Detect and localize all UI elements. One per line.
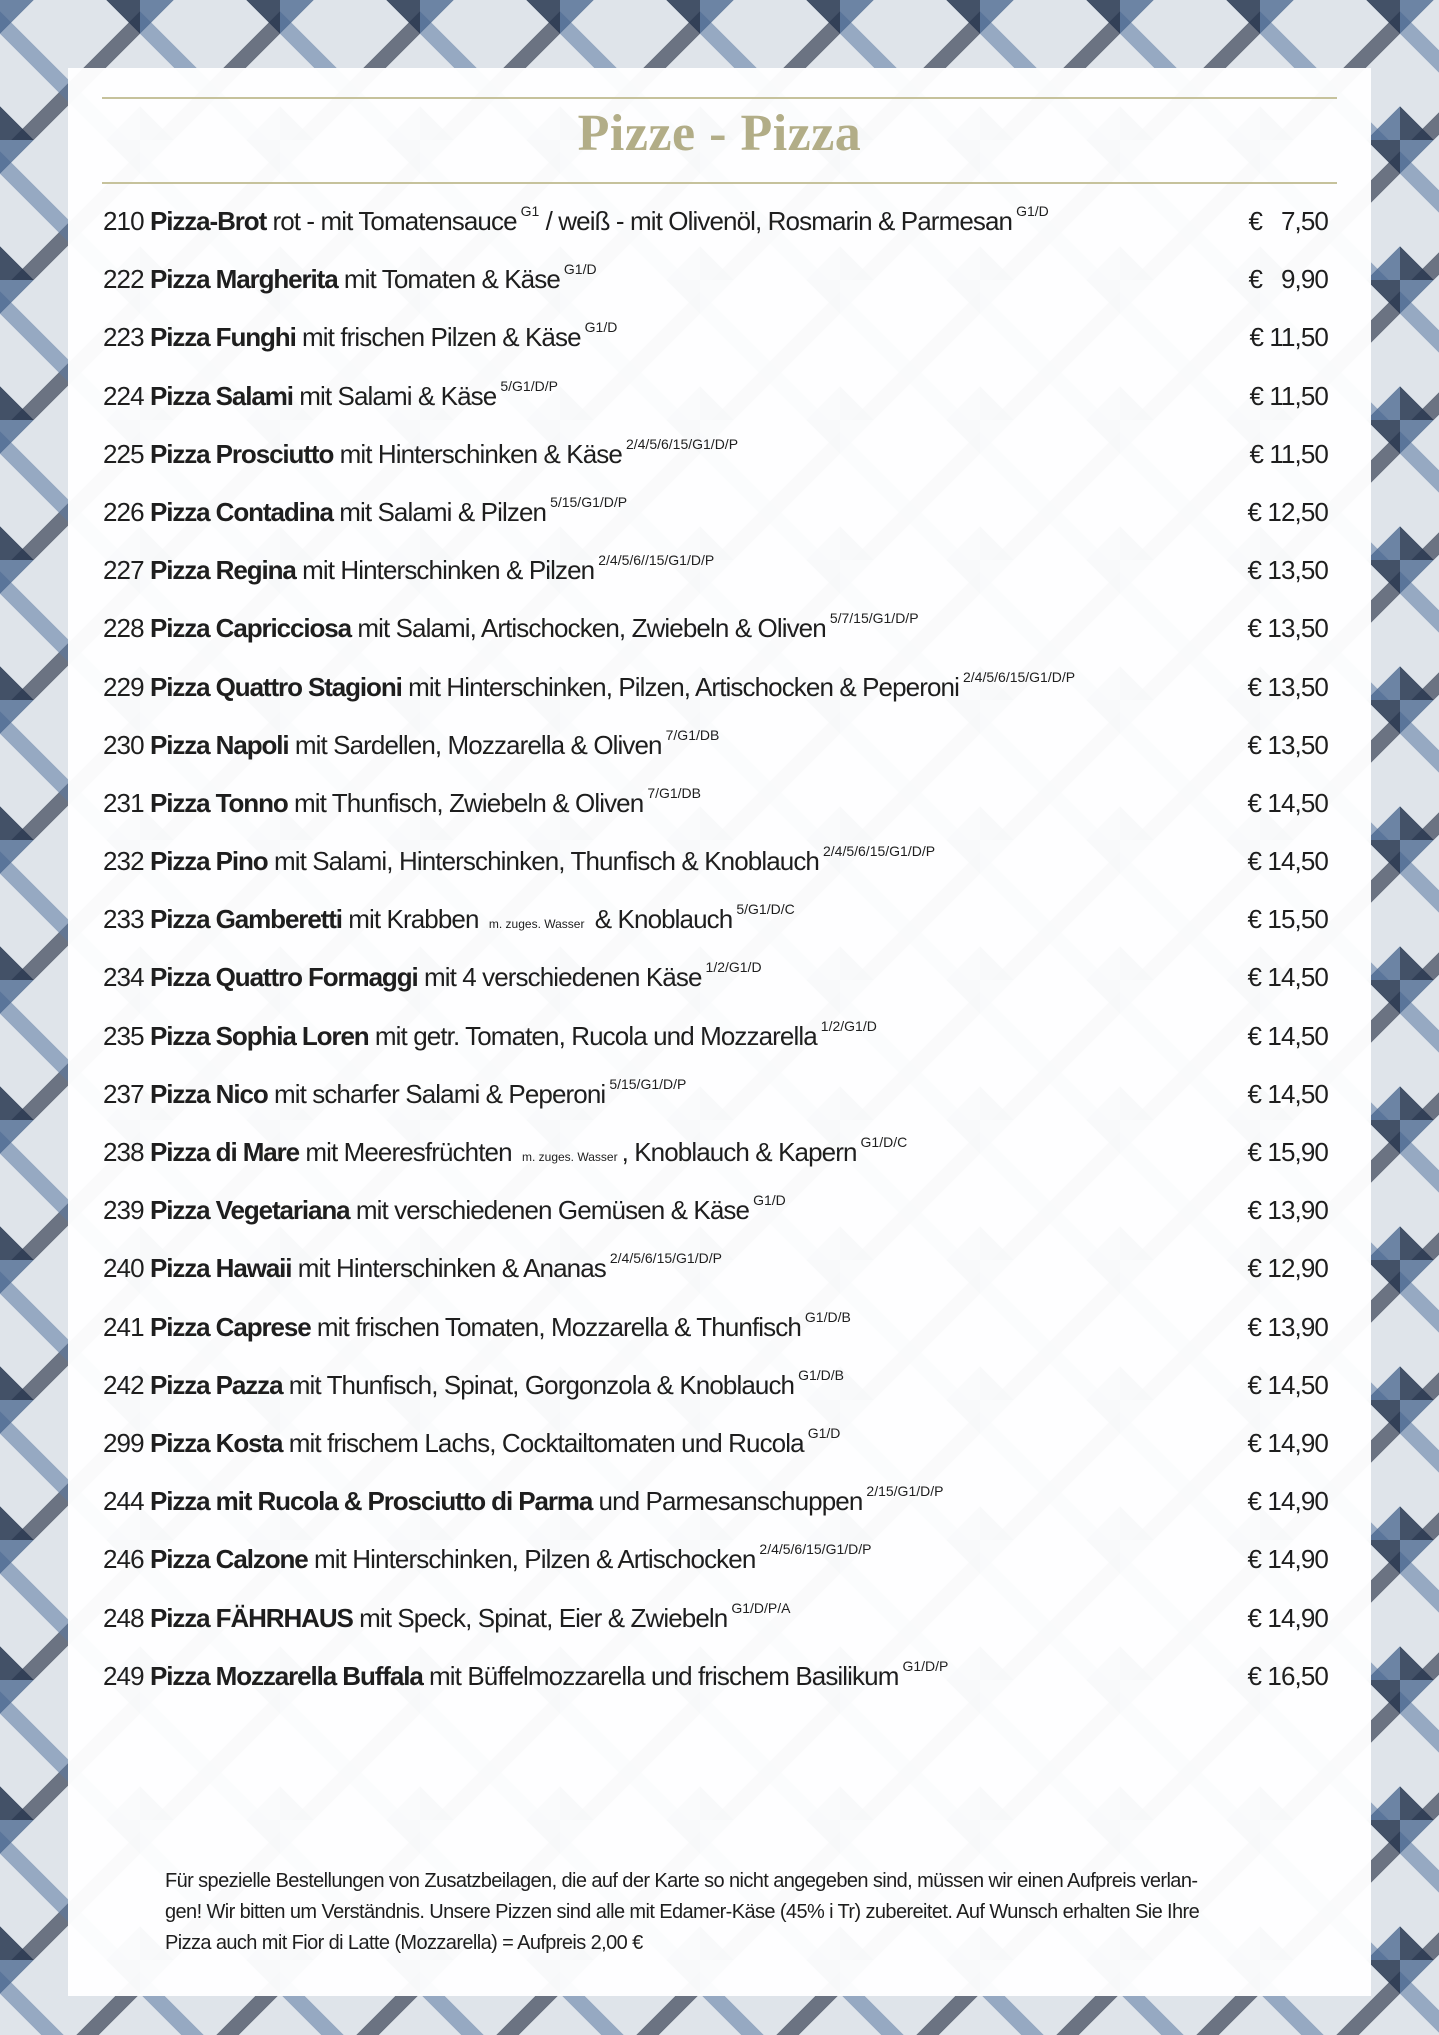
menu-item [103,1181,1333,1239]
item-name: Pizza Sophia Loren [150,1020,369,1051]
item-allergens: G1/D/P [902,1657,949,1674]
item-name: Pizza-Brot [150,206,267,236]
menu-item [103,948,1333,1006]
item-name: Pizza Mozzarella Buffala [150,1660,423,1691]
page-title: Pizze - Pizza [577,105,862,162]
item-name: Pizza Nico [150,1078,268,1109]
item-number: 210 [103,206,144,236]
item-price: € 14,90 [1247,1486,1328,1517]
item-allergens: 5/7/15/G1/D/P [829,610,919,627]
item-name: Pizza Quattro Formaggi [150,962,418,993]
item-name: Pizza Funghi [150,322,296,353]
menu-panel [68,68,1371,1996]
item-allergens: G1/D/C [860,1134,908,1150]
item-description: mit Hinterschinken & Pilzen [302,555,595,586]
menu-item [103,599,1333,657]
item-price: € 14,50 [1247,1369,1328,1400]
item-number: 242 [103,1369,144,1400]
item-allergens: 5/15/G1/D/P [609,1075,687,1092]
menu-item [103,1356,1333,1414]
menu-item [103,541,1333,599]
item-description: mit getr. Tomaten, Rucola und Mozzarella [374,1020,817,1051]
menu-item [103,1589,1333,1647]
item-number: 226 [103,496,144,527]
pizza-list [103,192,1333,1705]
item-allergens: 2/4/5/6/15/G1/D/P [822,843,936,860]
item-description: mit Krabben [348,904,479,935]
item-description: mit 4 verschiedenen Käse [423,962,702,993]
item-allergens: G1/D [753,1192,786,1209]
menu-item [103,250,1333,308]
item-description: mit Hinterschinken & Ananas [297,1253,606,1284]
menu-item [103,192,1333,250]
item-description: , Knoblauch & Kapern [621,1137,857,1167]
menu-item [103,716,1333,774]
item-description: mit scharfer Salami & Peperoni [273,1078,606,1109]
item-number: 237 [103,1078,144,1109]
item-price: € 9,90 [1248,264,1328,295]
item-description: und Parmesanschuppen [598,1486,863,1517]
item-note: m. zuges. Wasser [521,1150,618,1164]
item-name: Pizza mit Rucola & Prosciutto di Parma [150,1486,593,1517]
item-price: € 11,50 [1249,322,1328,353]
item-number: 232 [103,846,144,877]
item-description: mit Thunfisch, Zwiebeln & Oliven [293,787,644,818]
item-allergens: G1/D [584,319,618,336]
item-allergens: G1/D [1016,203,1049,219]
item-price: € 11,50 [1249,380,1328,411]
item-price: € 13,50 [1247,729,1328,760]
item-description: mit Speck, Spinat, Eier & Zwiebeln [359,1602,728,1633]
item-price: € 12,90 [1247,1253,1328,1284]
item-allergens: G1/D/P/A [731,1599,791,1616]
item-price: € 14,50 [1247,787,1328,818]
item-number: 223 [103,322,144,353]
item-description: mit Salami & Pilzen [339,496,547,527]
item-description: rot - mit Tomatensauce [272,206,517,236]
item-description: / weiß - mit Olivenöl, Rosmarin & Parmesan [545,206,1013,236]
item-price: € 15,90 [1247,1137,1328,1167]
item-description: mit frischen Tomaten, Mozzarella & Thunfisch [316,1311,801,1342]
item-description: mit Salami, Hinterschinken, Thunfisch & Knoblauch [273,846,819,877]
item-name: Pizza FÄHRHAUS [150,1602,353,1633]
item-allergens: 1/2/G1/D [705,959,762,976]
item-allergens: G1/D [807,1424,841,1441]
item-name: Pizza Pino [150,846,268,877]
item-name: Pizza Contadina [150,496,333,527]
item-note: m. zuges. Wasser [488,917,585,932]
item-name: Pizza Napoli [150,729,289,760]
menu-item [103,1065,1333,1123]
item-description: mit Hinterschinken, Pilzen & Artischocken [313,1544,756,1575]
item-price: € 16,50 [1247,1660,1328,1691]
menu-item [103,1472,1333,1530]
top-divider [102,97,1337,99]
item-number: 228 [103,613,144,644]
item-price: € 13,50 [1247,671,1328,702]
item-name: Pizza Caprese [150,1311,311,1342]
item-price: € 13,90 [1247,1311,1328,1342]
item-name: Pizza Gamberetti [150,904,342,935]
item-description: mit verschiedenen Gemüsen & Käse [355,1195,750,1226]
item-name: Pizza Tonno [150,787,288,818]
menu-item [103,1647,1333,1705]
item-allergens: G1/D/B [804,1308,851,1325]
footer-line: Für spezielle Bestellungen von Zusatzbeilagen, die auf der Karte so nicht angegeben sind, müssen wir einen Aufpreis verlan- [165,1870,1198,1892]
item-name: Pizza Capricciosa [150,613,351,644]
item-number: 222 [103,264,144,295]
menu-item [103,890,1333,948]
menu-item [103,1530,1333,1588]
item-number: 235 [103,1020,144,1051]
item-number: 249 [103,1660,144,1691]
item-allergens: 5/G1/D/P [500,377,558,394]
item-price: € 14,50 [1247,1020,1328,1051]
item-number: 240 [103,1253,144,1284]
item-number: 234 [103,962,144,993]
item-allergens: 5/G1/D/C [736,901,795,918]
item-name: Pizza Calzone [150,1544,308,1575]
item-allergens: 7/G1/DB [647,784,702,801]
item-allergens: 2/4/5/6/15/G1/D/P [963,668,1076,685]
item-allergens: G1/D/B [798,1366,845,1383]
item-price: € 11,50 [1249,438,1328,469]
menu-item [103,1123,1333,1181]
menu-item [103,367,1333,425]
item-number: 224 [103,380,144,411]
item-number: 229 [103,671,144,702]
item-name: Pizza Quattro Stagioni [150,671,402,702]
item-price: € 14,90 [1247,1427,1328,1458]
item-description: mit Tomaten & Käse [343,264,560,295]
menu-item [103,658,1333,716]
menu-item [103,483,1333,541]
item-price: € 14,50 [1247,846,1328,877]
item-description: mit frischem Lachs, Cocktailtomaten und Rucola [288,1427,804,1458]
item-number: 227 [103,555,144,586]
menu-item [103,1239,1333,1297]
item-price: € 13,90 [1247,1195,1328,1226]
item-number: 225 [103,438,144,469]
item-allergens: 7/G1/DB [665,726,720,743]
item-description: mit Hinterschinken & Käse [339,438,622,469]
item-description: mit frischen Pilzen & Käse [302,322,581,353]
item-number: 239 [103,1195,144,1226]
item-price: € 14,90 [1247,1602,1328,1633]
item-name: Pizza Margherita [150,264,338,295]
item-allergens: G1 [520,203,540,219]
item-name: Pizza Vegetariana [150,1195,350,1226]
item-allergens: 2/4/5/6/15/G1/D/P [625,435,739,452]
item-allergens: 2/15/G1/D/P [866,1483,944,1500]
item-name: Pizza Kosta [150,1427,283,1458]
item-price: € 14,90 [1247,1544,1328,1575]
item-price: € 14,50 [1247,962,1328,993]
menu-item [103,832,1333,890]
item-description: mit Hinterschinken, Pilzen, Artischocken & Peperoni [408,671,959,702]
menu-item [103,774,1333,832]
item-name: Pizza Hawaii [150,1253,292,1284]
menu-item [103,425,1333,483]
footer-line: Pizza auch mit Fior di Latte (Mozzarella) = Aufpreis 2,00 € [165,1932,643,1954]
item-number: 244 [103,1486,144,1517]
item-name: Pizza Regina [150,555,296,586]
item-price: € 7,50 [1248,206,1328,236]
item-allergens: 1/2/G1/D [820,1017,877,1034]
item-price: € 13,50 [1247,613,1328,644]
item-description: mit Thunfisch, Spinat, Gorgonzola & Knoblauch [288,1369,795,1400]
item-name: Pizza Pazza [150,1369,283,1400]
item-description: mit Salami, Artischocken, Zwiebeln & Oliven [357,613,826,644]
item-name: Pizza di Mare [150,1137,299,1167]
item-number: 230 [103,729,144,760]
item-description: mit Sardellen, Mozzarella & Oliven [294,729,662,760]
title-divider [102,182,1337,184]
item-description: mit Salami & Käse [299,380,497,411]
item-number: 299 [103,1427,144,1458]
item-description: & Knoblauch [594,904,733,935]
item-description: mit Büffelmozzarella und frischem Basilikum [429,1660,899,1691]
item-allergens: 2/4/5/6/15/G1/D/P [609,1250,722,1267]
item-allergens: 5/15/G1/D/P [550,493,628,510]
item-number: 248 [103,1602,144,1633]
menu-item [103,1414,1333,1472]
item-number: 238 [103,1137,144,1167]
menu-item [103,308,1333,366]
footer-note [165,1866,1305,1959]
item-price: € 13,50 [1247,555,1328,586]
menu-item [103,1298,1333,1356]
item-allergens: G1/D [563,261,597,278]
footer-line: gen! Wir bitten um Verständnis. Unsere Pizzen sind alle mit Edamer-Käse (45% i Tr) zubereitet. Auf Wunsch erhalten Sie Ihre [165,1901,1200,1923]
menu-item [103,1007,1333,1065]
item-price: € 14,50 [1247,1078,1328,1109]
item-description: mit Meeresfrüchten [305,1137,512,1167]
item-number: 231 [103,787,144,818]
item-name: Pizza Prosciutto [150,438,334,469]
item-allergens: 2/4/5/6/15/G1/D/P [759,1541,872,1558]
item-number: 246 [103,1544,144,1575]
item-number: 241 [103,1311,144,1342]
item-name: Pizza Salami [150,380,293,411]
item-price: € 15,50 [1247,904,1328,935]
item-number: 233 [103,904,144,935]
item-price: € 12,50 [1247,496,1328,527]
item-allergens: 2/4/5/6//15/G1/D/P [598,552,715,569]
